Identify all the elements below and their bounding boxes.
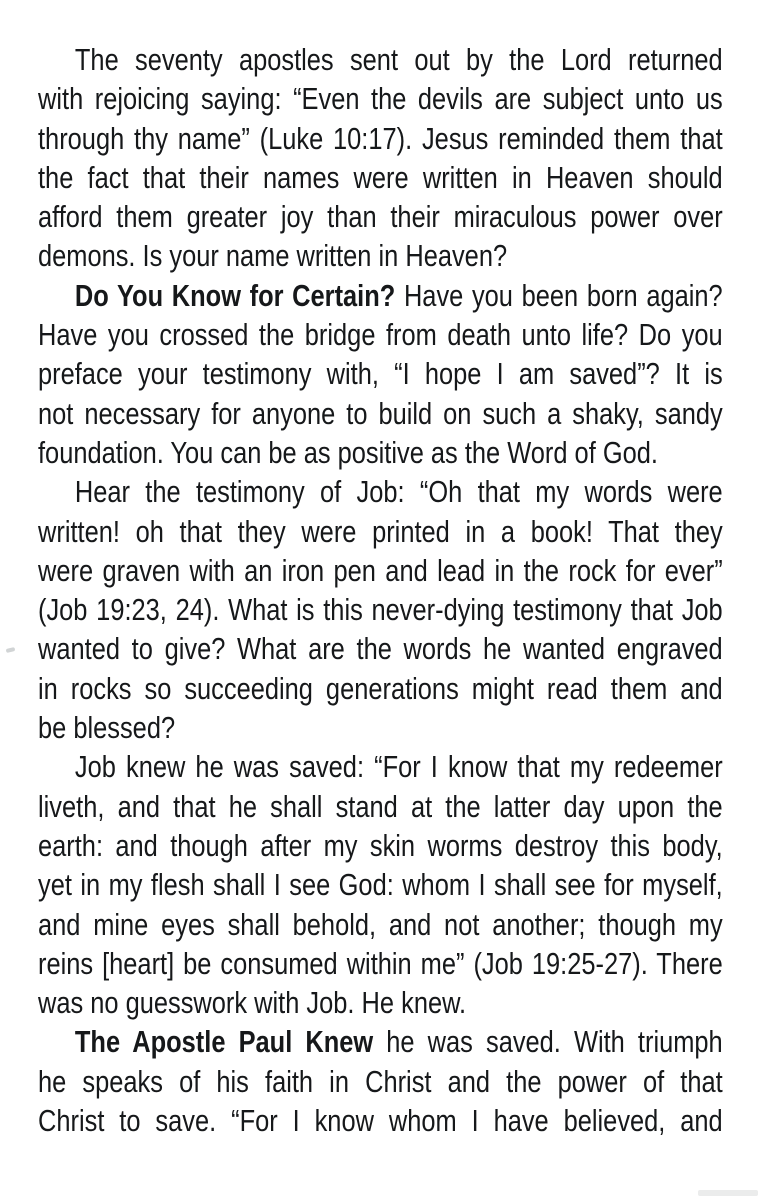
text-line: wanted to give? What are the words he wanted engraved xyxy=(38,631,723,667)
text-line xyxy=(38,1022,723,1061)
text-line: was no guesswork with Job. He knew. xyxy=(38,985,467,1021)
paragraph xyxy=(38,1022,723,1140)
text-line: yet in my flesh shall I see God: whom I shall see for myself, xyxy=(38,867,723,903)
text-line: preface your testimony with, “I hope I am saved”? It is xyxy=(38,356,723,392)
text-line: reins [heart] be consumed within me” (Job 19:25-27). There xyxy=(38,945,723,981)
bold-lead-in: Do You Know for Certain? xyxy=(74,277,396,313)
text-line: written! oh that they were printed in a book! That they xyxy=(38,513,723,549)
text-line: the fact that their names were written in Heaven should xyxy=(38,159,723,195)
paragraph xyxy=(38,747,723,1022)
scan-artifact-bottom-right xyxy=(698,1190,758,1196)
text-line: afford them greater joy than their miraculous power over xyxy=(38,199,723,235)
text-line: be blessed? xyxy=(38,710,176,746)
text-line: in rocks so succeeding generations might read them and xyxy=(38,670,723,706)
text-line: liveth, and that he shall stand at the latter day upon the xyxy=(38,788,723,824)
line-text: he was saved. With triumph xyxy=(373,1024,723,1060)
text-line: earth: and though after my skin worms destroy this body, xyxy=(38,827,723,863)
text-line: were graven with an iron pen and lead in the rock for ever” xyxy=(38,552,723,588)
text-line: he speaks of his faith in Christ and the power of that xyxy=(38,1063,723,1099)
bold-lead-in: The Apostle Paul Knew xyxy=(74,1024,374,1060)
paragraph xyxy=(38,472,723,747)
text-line: Have you crossed the bridge from death unto life? Do you xyxy=(38,317,723,353)
text-line: with rejoicing saying: “Even the devils are subject unto us xyxy=(38,81,723,117)
text-line: Job knew he was saved: “For I know that my redeemer xyxy=(74,749,723,785)
text-line: through thy name” (Luke 10:17). Jesus reminded them that xyxy=(38,120,723,156)
text-line: foundation. You can be as positive as the Word of God. xyxy=(38,434,658,470)
paragraph xyxy=(38,40,723,276)
text-line: Hear the testimony of Job: “Oh that my words were xyxy=(74,474,723,510)
text-line: not necessary for anyone to build on such a shaky, sandy xyxy=(38,395,723,431)
text-line: and mine eyes shall behold, and not another; though my xyxy=(38,906,723,942)
text-line: Christ to save. “For I know whom I have believed, and xyxy=(38,1103,723,1139)
scan-artifact-left-edge xyxy=(6,647,16,653)
text-line xyxy=(38,276,723,315)
line-text: Have you been born again? xyxy=(395,277,723,313)
body-text xyxy=(38,40,723,1140)
text-line: The seventy apostles sent out by the Lord returned xyxy=(74,42,723,77)
text-line: (Job 19:23, 24). What is this never-dying testimony that Job xyxy=(38,592,723,628)
paragraph xyxy=(38,276,723,472)
text-line: demons. Is your name written in Heaven? xyxy=(38,238,508,274)
